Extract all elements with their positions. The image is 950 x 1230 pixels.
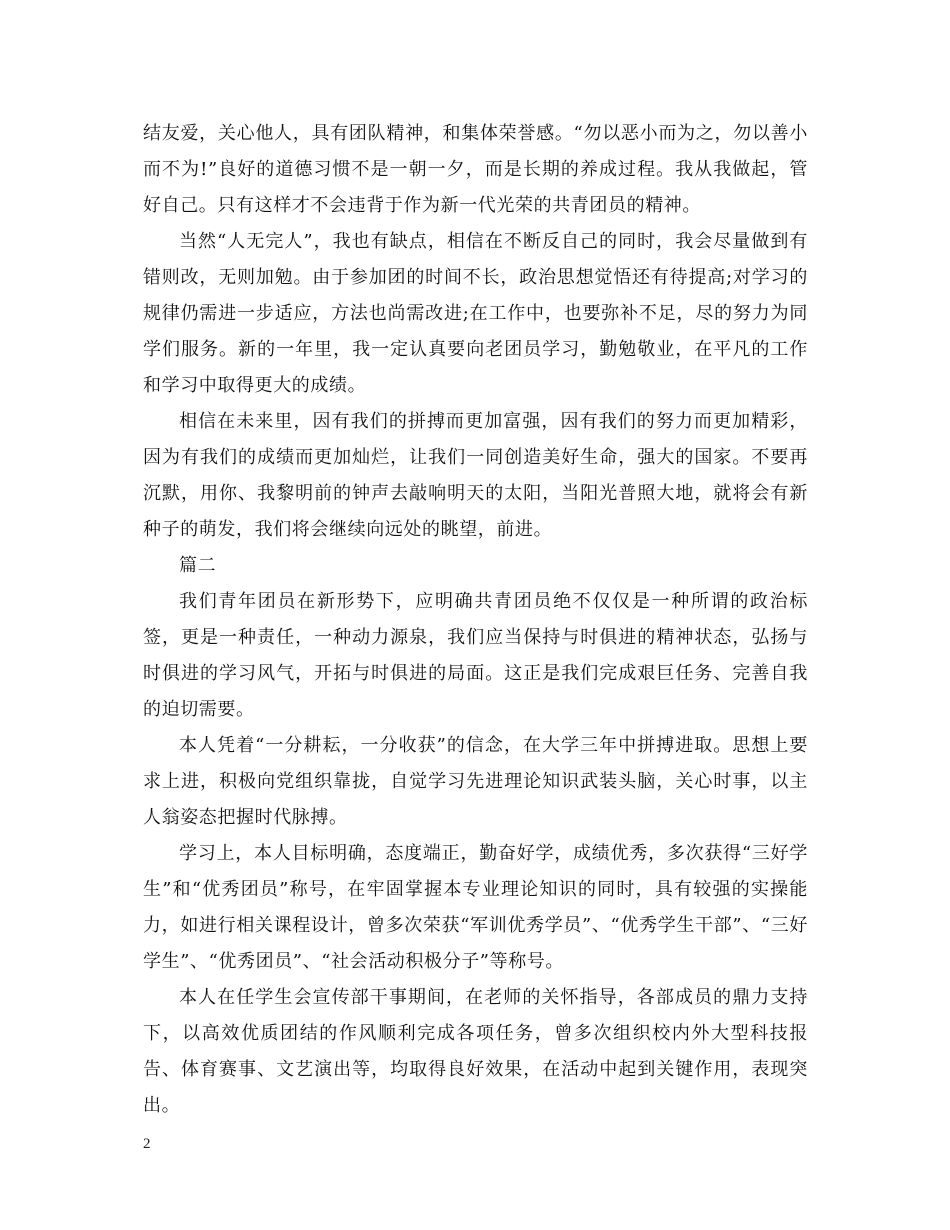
- paragraph: 学习上，本人目标明确，态度端正，勤奋好学，成绩优秀，多次获得“三好学生”和“优秀团员”称号，在牢固掌握本专业理论知识的同时，具有较强的实操能力，如进行相关课程设计，曾多次荣获“军训优秀学员”、“优秀学生干部”、“三好学生”、“优秀团员”、“社会活动积极分子”等称号。: [143, 843, 808, 972]
- section-heading: 篇二: [179, 555, 217, 576]
- paragraph: 当然“人无完人”，我也有缺点，相信在不断反自己的同时，我会尽量做到有错则改，无则加勉。由于参加团的时间不长，政治思想觉悟还有待提高;对学习的规律仍需进一步适应，方法也尚需改进;在工作中，也要弥补不足，尽的努力为同学们服务。新的一年里，我一定认真要向老团员学习，勤勉敬业，在平凡的工作和学习中取得更大的成绩。: [143, 231, 808, 396]
- page-number: 2: [143, 1136, 151, 1152]
- paragraph-continuation: 结友爱，关心他人，具有团队精神，和集体荣誉感。“勿以恶小而为之，勿以善小而不为!”良好的道德习惯不是一朝一夕，而是长期的养成过程。我从我做起，管好自己。只有这样才不会违背于作为新一代光荣的共青团员的精神。: [143, 123, 808, 216]
- paragraph: 本人凭着“一分耕耘，一分收获”的信念，在大学三年中拼搏进取。思想上要求上进，积极向党组织靠拢，自觉学习先进理论知识武装头脑，关心时事，以主人翁姿态把握时代脉搏。: [143, 735, 808, 828]
- paragraph: 本人在任学生会宣传部干事期间，在老师的关怀指导，各部成员的鼎力支持下，以高效优质团结的作风顺利完成各项任务，曾多次组织校内外大型科技报告、体育赛事、文艺演出等，均取得良好效果，在活动中起到关键作用，表现突出。: [143, 987, 808, 1116]
- paragraph: 相信在未来里，因有我们的拼搏而更加富强，因有我们的努力而更加精彩，因为有我们的成绩而更加灿烂，让我们一同创造美好生命，强大的国家。不要再沉默，用你、我黎明前的钟声去敲响明天的太阳，当阳光普照大地，就将会有新种子的萌发，我们将会继续向远处的眺望，前进。: [143, 411, 808, 540]
- document-body: [143, 116, 808, 1124]
- paragraph: 我们青年团员在新形势下，应明确共青团员绝不仅仅是一种所谓的政治标签，更是一种责任，一种动力源泉，我们应当保持与时俱进的精神状态，弘扬与时俱进的学习风气，开拓与时俱进的局面。这正是我们完成艰巨任务、完善自我的迫切需要。: [143, 591, 808, 720]
